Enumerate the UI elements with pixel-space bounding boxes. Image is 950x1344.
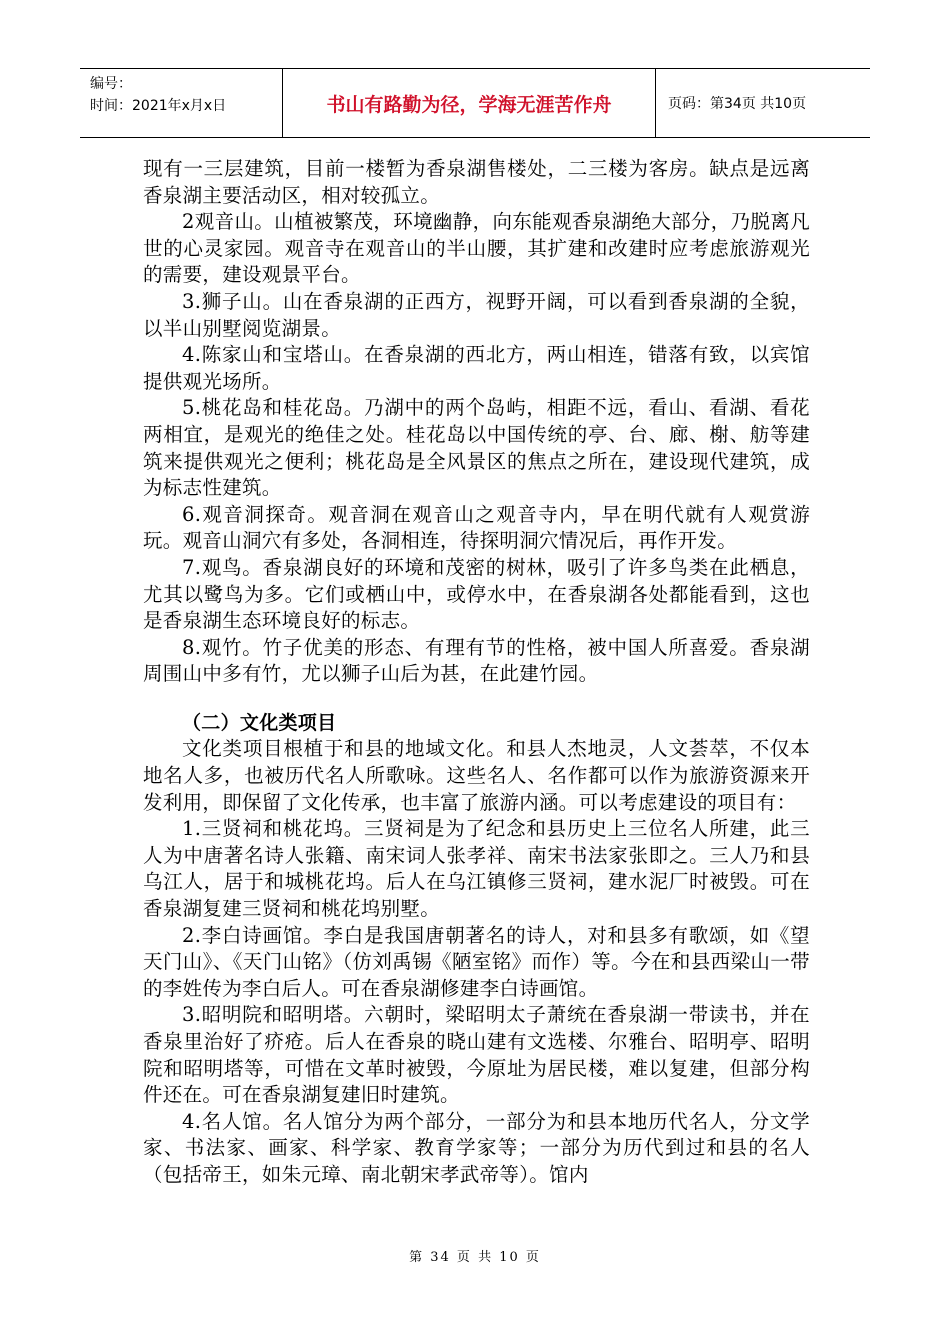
- document-body: [143, 156, 810, 1189]
- section-title: （二）文化类项目: [182, 711, 337, 734]
- paragraph: 1.三贤祠和桃花坞。三贤祠是为了纪念和县历史上三位名人所建，此三人为中唐著名诗人张籍、南宋词人张孝祥、南宋书法家张即之。三人乃和县乌江人，居于和城桃花坞。后人在乌江镇修三贤祠，建水泥厂时被毁。可在香泉湖复建三贤祠和桃花坞别墅。: [143, 817, 810, 921]
- paragraph: 4.名人馆。名人馆分为两个部分，一部分为和县本地历代名人，分文学家、书法家、画家、科学家、教育学家等；一部分为历代到过和县的名人（包括帝王，如朱元璋、南北朝宋孝武帝等）。馆内: [143, 1109, 810, 1186]
- header-page-info: 页码：第34页 共10页: [668, 96, 807, 112]
- id-label: 编号：: [90, 76, 132, 92]
- paragraph: 8.观竹。竹子优美的形态、有理有节的性格，被中国人所喜爱。香泉湖周围山中多有竹，尤以狮子山后为甚，在此建竹园。: [143, 635, 810, 686]
- page-footer: 第 34 页 共 10 页: [409, 1250, 541, 1265]
- paragraph: 4.陈家山和宝塔山。在香泉湖的西北方，两山相连，错落有致，以宾馆提供观光场所。: [143, 343, 810, 393]
- paragraph: 7.观鸟。香泉湖良好的环境和茂密的树林，吸引了许多鸟类在此栖息，尤其以鹭鸟为多。它们或栖山中，或停水中，在香泉湖各处都能看到，这也是香泉湖生态环境良好的标志。: [143, 555, 810, 633]
- page-header: [80, 68, 870, 138]
- paragraph: 2.李白诗画馆。李白是我国唐朝著名的诗人，对和县多有歌颂，如《望天门山》、《天门山铭》（仿刘禹锡《陋室铭》而作）等。今在和县西梁山一带的李姓传为李白后人。可在香泉湖修建李白诗画馆。: [143, 923, 810, 1000]
- paragraph: 3.狮子山。山在香泉湖的正西方，视野开阔，可以看到香泉湖的全貌，以半山别墅阅览湖景。: [143, 289, 810, 340]
- paragraph: 3.昭明院和昭明塔。六朝时，梁昭明太子萧统在香泉湖一带读书，并在香泉里治好了疥疮。后人在香泉的晓山建有文选楼、尔雅台、昭明亭、昭明院和昭明塔等，可惜在文革时被毁，今原址为居民楼，难以复建，但部分构件还在。可在香泉湖复建旧时建筑。: [143, 1003, 810, 1107]
- header-meta: [80, 69, 283, 137]
- header-motto: 书山有路勤为径，学海无涯苦作舟: [283, 69, 656, 137]
- time-label: 时间：2021年x月x日: [90, 98, 227, 114]
- paragraph: 现有一三层建筑，目前一楼暂为香泉湖售楼处，二三楼为客房。缺点是远离香泉湖主要活动区，相对较孤立。: [143, 157, 810, 207]
- paragraph: 6.观音洞探奇。观音洞在观音山之观音寺内，早在明代就有人观赏游玩。观音山洞穴有多处，各洞相连，待探明洞穴情况后，再作开发。: [143, 502, 810, 553]
- paragraph: 文化类项目根植于和县的地域文化。和县人杰地灵，人文荟萃，不仅本地名人多，也被历代名人所歌咏。这些名人、名作都可以作为旅游资源来开发利用，即保留了文化传承，也丰富了旅游内涵。可以考虑建设的项目有：: [143, 737, 810, 814]
- paragraph: 5.桃花岛和桂花岛。乃湖中的两个岛屿，相距不远，看山、看湖、看花两相宜，是观光的绝佳之处。桂花岛以中国传统的亭、台、廊、榭、舫等建筑来提供观光之便利；桃花岛是全风景区的焦点之所在，建设现代建筑，成为标志性建筑。: [143, 396, 810, 500]
- paragraph: 2观音山。山植被繁茂，环境幽静，向东能观香泉湖绝大部分，乃脱离凡世的心灵家园。观音寺在观音山的半山腰，其扩建和改建时应考虑旅游观光的需要，建设观景平台。: [143, 210, 810, 287]
